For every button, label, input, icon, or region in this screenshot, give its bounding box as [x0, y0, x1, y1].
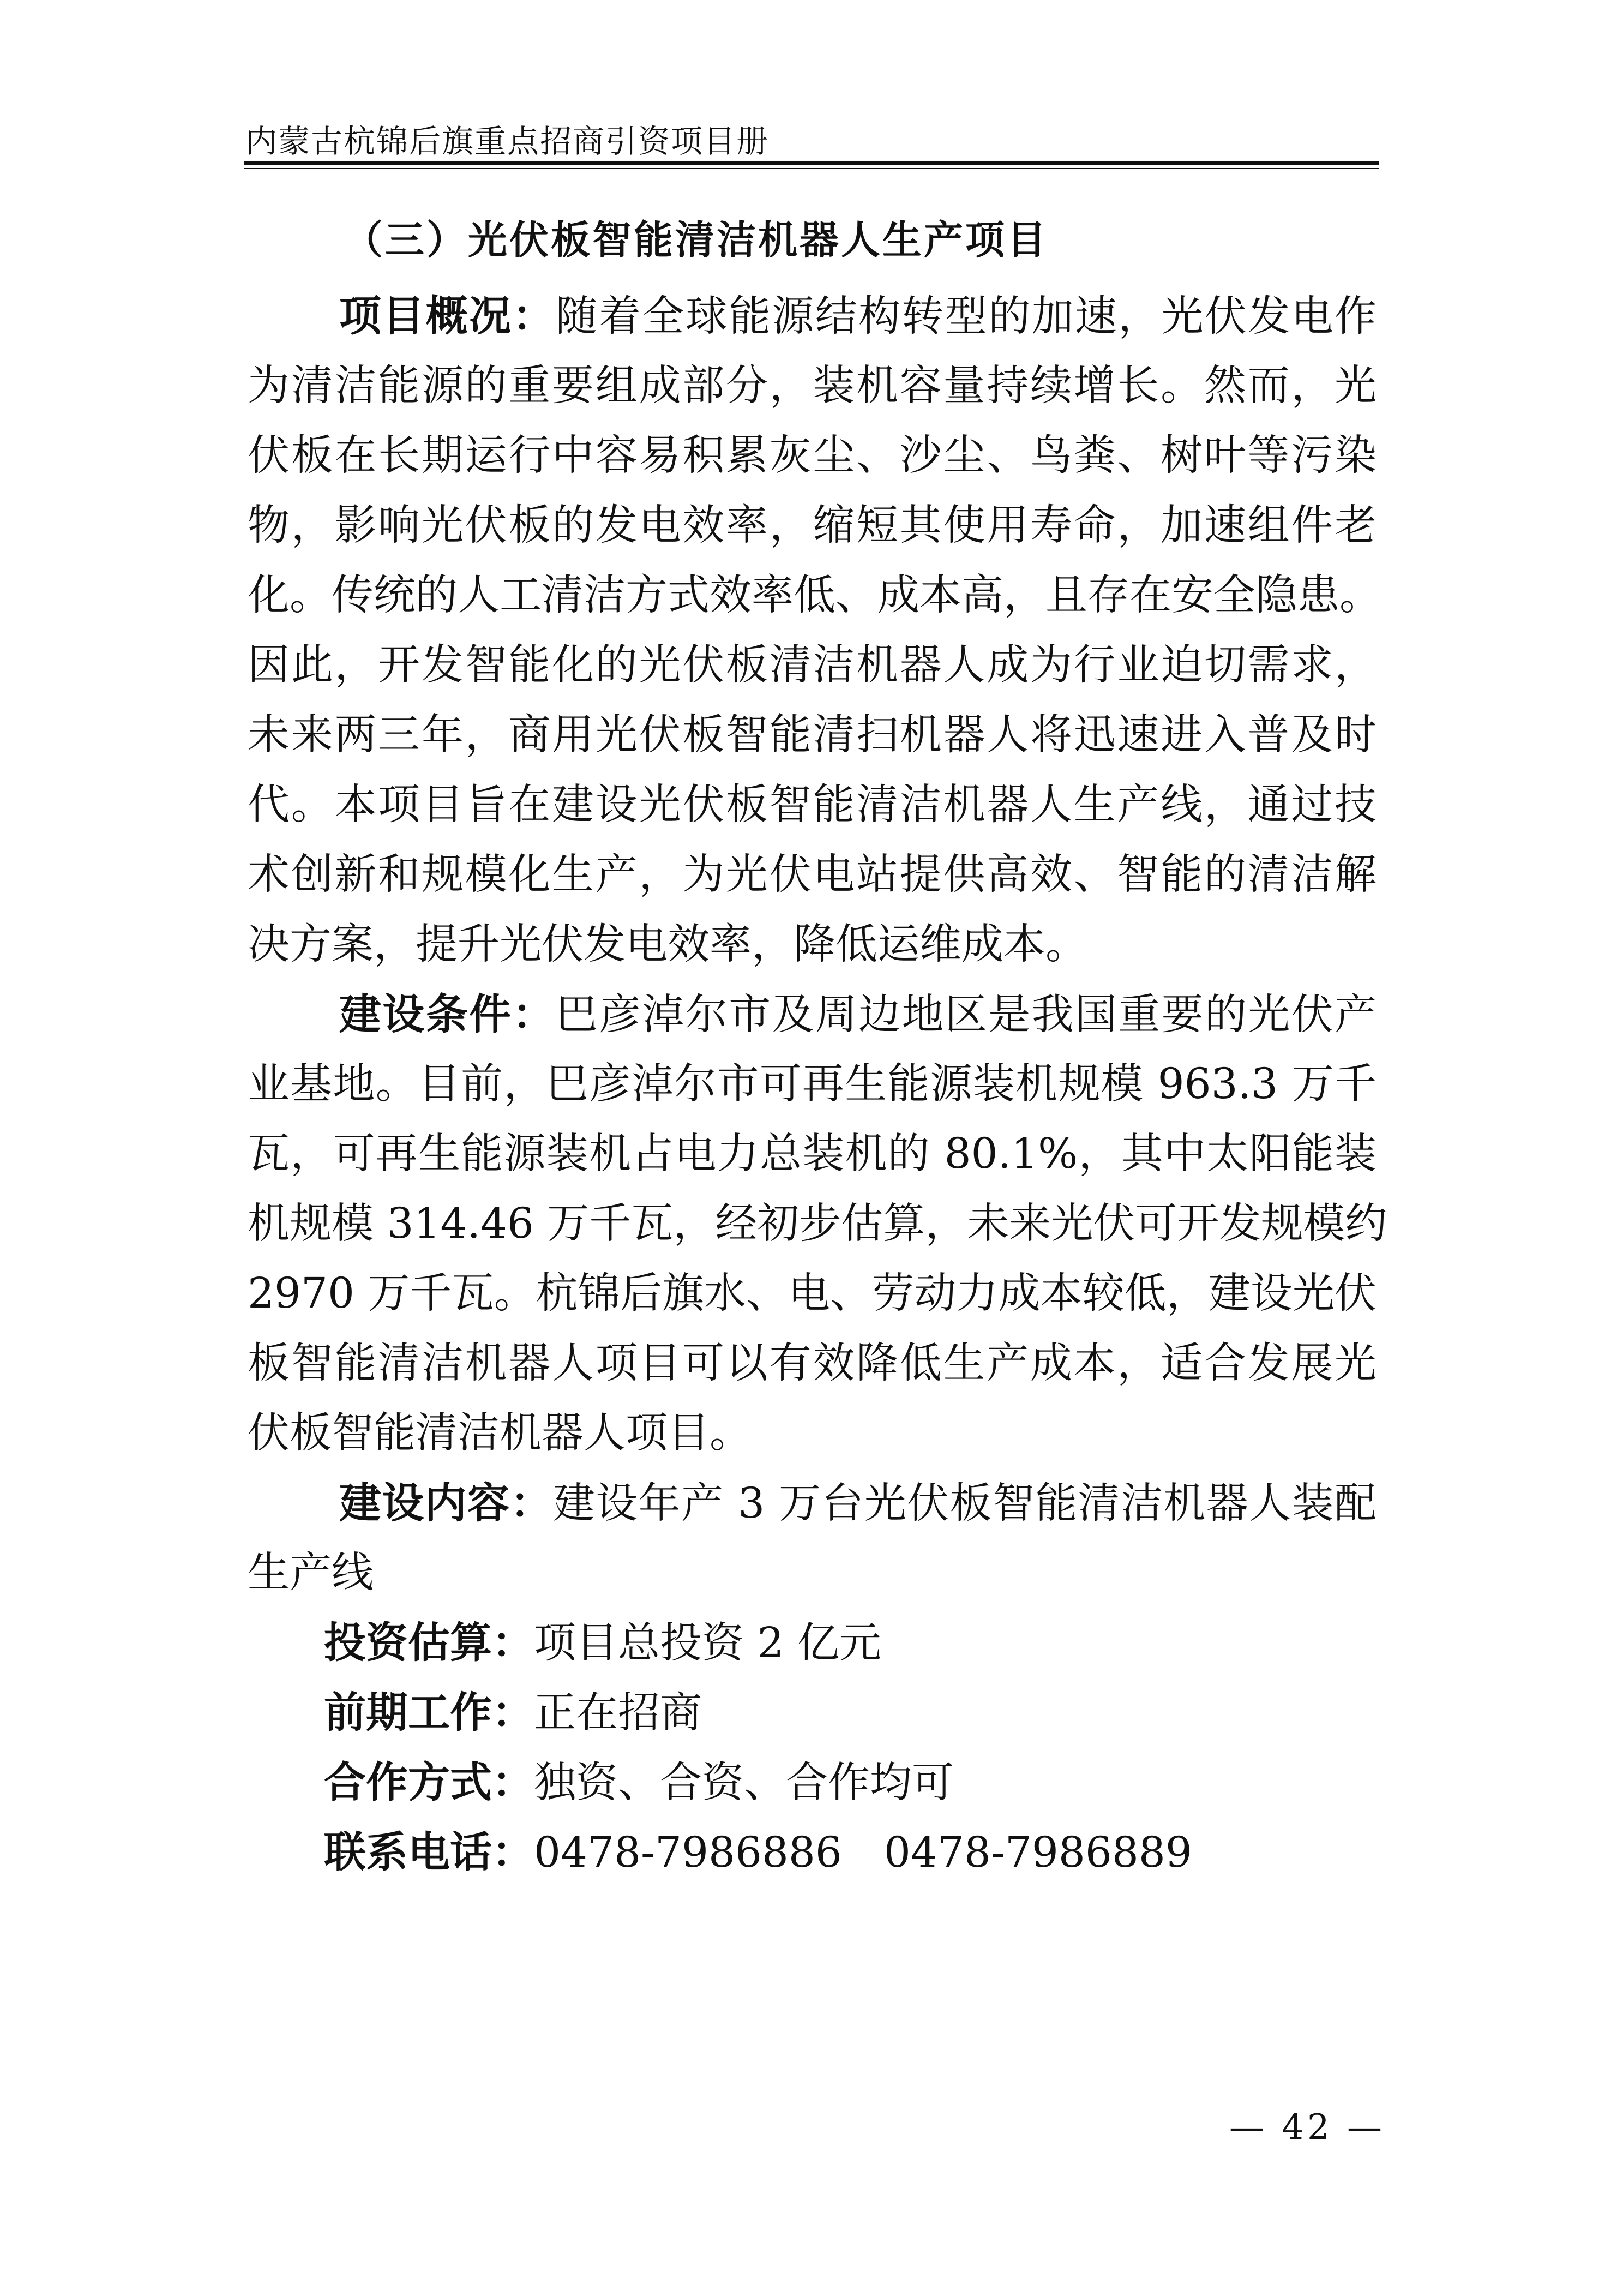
- header-rule-thick: [244, 161, 1379, 165]
- conditions-line: 机规模 314.46 万千瓦，经初步估算，未来光伏可开发规模约: [248, 1200, 1387, 1248]
- info-label: 前期工作：: [324, 1688, 534, 1737]
- content-line: 生产线: [248, 1549, 374, 1597]
- info-row-preliminary-work: [324, 1686, 702, 1741]
- header-rule-thin: [244, 168, 1379, 169]
- info-row-investment: [324, 1616, 881, 1671]
- info-label: 联系电话：: [324, 1828, 534, 1877]
- info-value: 独资、合资、合作均可: [534, 1759, 954, 1807]
- info-row-phone: [324, 1825, 1192, 1880]
- conditions-line: 2970 万千瓦。杭锦后旗水、电、劳动力成本较低，建设光伏: [248, 1269, 1376, 1318]
- overview-line: 化。传统的人工清洁方式效率低、成本高，且存在安全隐患。: [248, 571, 1381, 620]
- info-row-cooperation: [324, 1755, 954, 1811]
- running-header: 内蒙古杭锦后旗重点招商引资项目册: [245, 123, 770, 160]
- conditions-line: 业基地。目前，巴彦淖尔市可再生能源装机规模 963.3 万千: [248, 1060, 1376, 1108]
- info-value: 0478-7986886 0478-7986889: [534, 1829, 1192, 1877]
- conditions-line: 伏板智能清洁机器人项目。: [248, 1409, 752, 1458]
- overview-line: 决方案，提升光伏发电效率，降低运维成本。: [248, 920, 1087, 969]
- section-title: （三）光伏板智能清洁机器人生产项目: [344, 217, 1049, 263]
- conditions-line: 瓦，可再生能源装机占电力总装机的 80.1%，其中太阳能装: [248, 1130, 1376, 1178]
- conditions-line: 巴彦淖尔市及周边地区是我国重要的光伏产: [555, 991, 1377, 1039]
- info-label: 投资估算：: [324, 1618, 534, 1668]
- overview-line: 因此，开发智能化的光伏板清洁机器人成为行业迫切需求，: [248, 641, 1376, 690]
- overview-line: 未来两三年，商用光伏板智能清扫机器人将迅速进入普及时: [248, 711, 1376, 759]
- overview-label: 项目概况：: [339, 292, 556, 341]
- overview-line: 伏板在长期运行中容易积累灰尘、沙尘、鸟粪、树叶等污染: [248, 431, 1376, 480]
- info-label: 合作方式：: [324, 1758, 534, 1807]
- content-label: 建设内容：: [339, 1479, 553, 1528]
- info-value: 正在招商: [534, 1689, 702, 1737]
- conditions-label: 建设条件：: [339, 990, 556, 1039]
- overview-line: 随着全球能源结构转型的加速，光伏发电作: [555, 292, 1377, 341]
- overview-line: 代。本项目旨在建设光伏板智能清洁机器人生产线，通过技: [248, 781, 1376, 829]
- conditions-line: 板智能清洁机器人项目可以有效降低生产成本，适合发展光: [248, 1339, 1376, 1388]
- overview-line: 为清洁能源的重要组成部分，装机容量持续增长。然而，光: [248, 362, 1376, 410]
- overview-line: 物，影响光伏板的发电效率，缩短其使用寿命，加速组件老: [248, 501, 1376, 550]
- content-first-line: [248, 1476, 1376, 1531]
- page-number: — 42 —: [1229, 2107, 1385, 2148]
- conditions-first-line: [248, 987, 1376, 1042]
- info-value: 项目总投资 2 亿元: [534, 1619, 881, 1668]
- overview-line: 术创新和规模化生产，为光伏电站提供高效、智能的清洁解: [248, 850, 1376, 899]
- overview-first-line: [248, 289, 1376, 344]
- content-line: 建设年产 3 万台光伏板智能清洁机器人装配: [552, 1479, 1376, 1528]
